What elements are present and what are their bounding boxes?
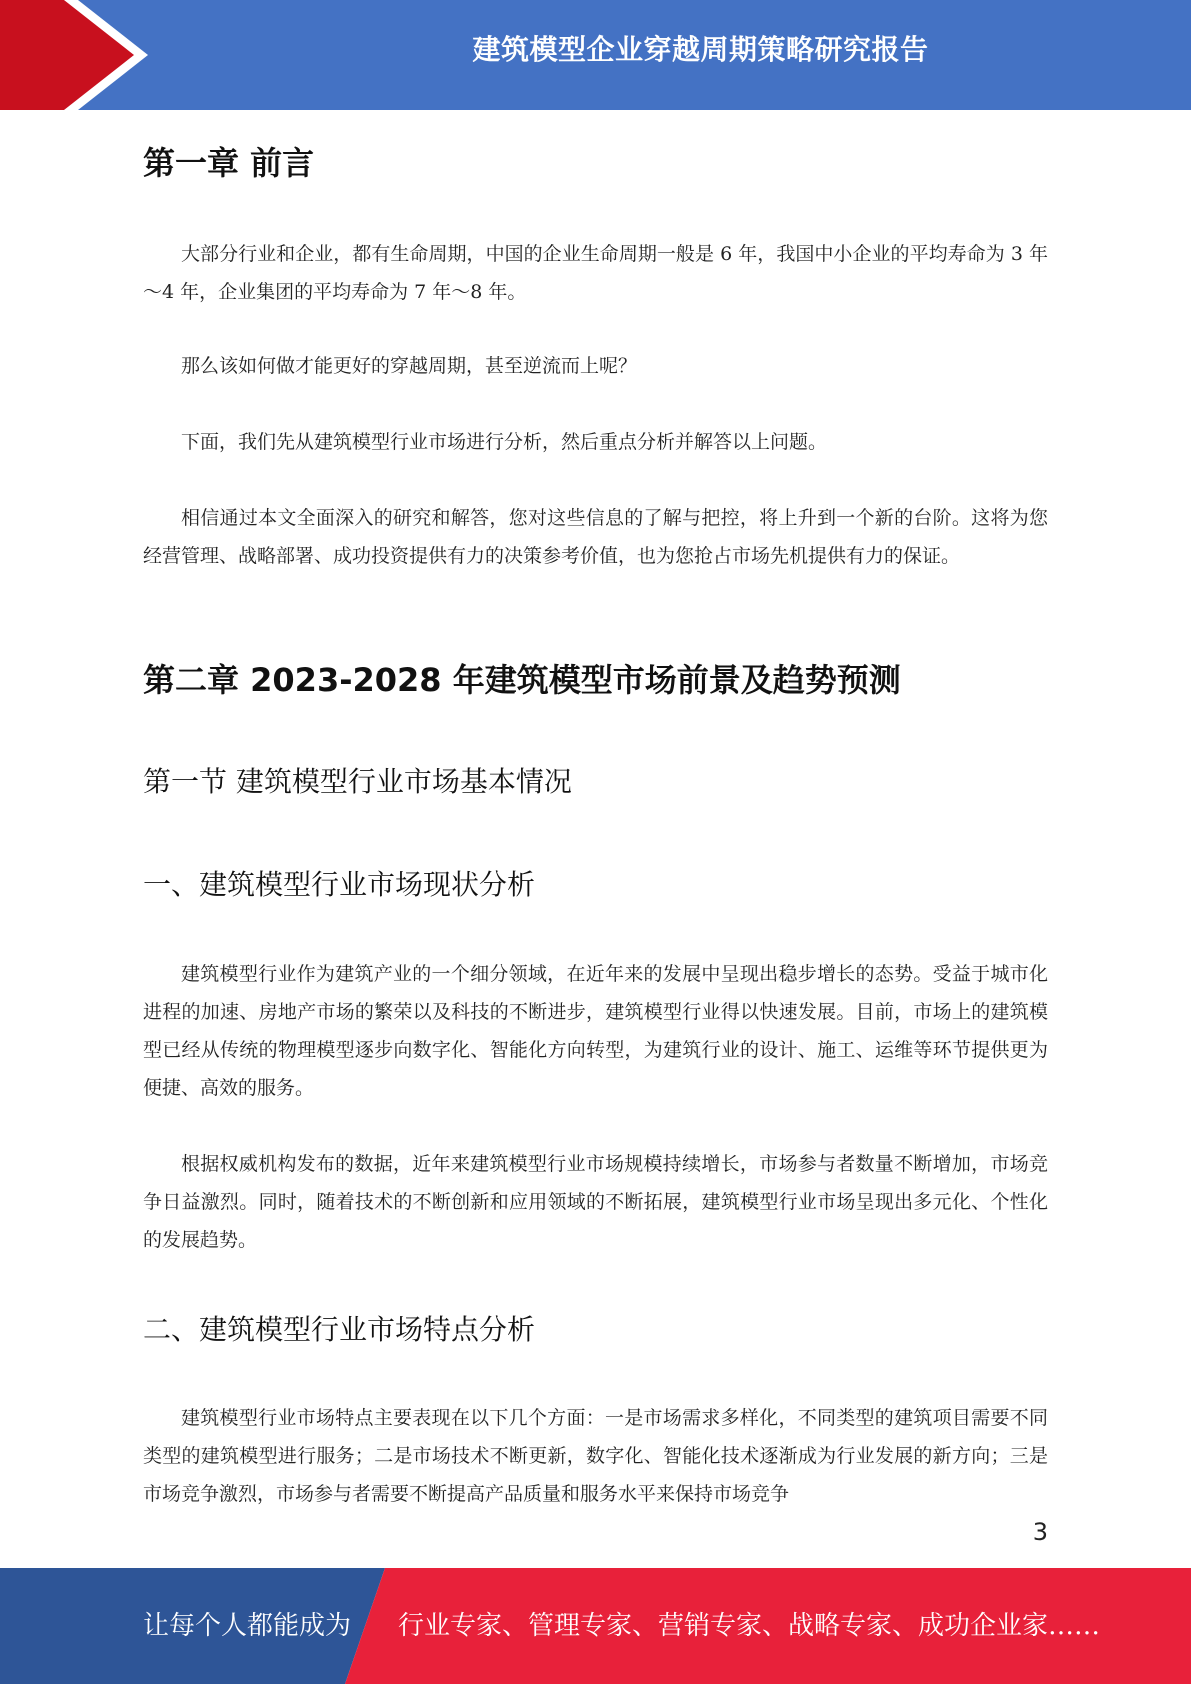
subsection2-heading: 二、建筑模型行业市场特点分析 [143,1313,536,1346]
footer-slogan-right: 行业专家、管理专家、营销专家、战略专家、成功企业家…… [398,1611,1101,1641]
subsection1-paragraph: 根据权威机构发布的数据，近年来建筑模型行业市场规模持续增长，市场参与者数量不断增加，市场竞争日益激烈。同时，随着技术的不断创新和应用领域的不断拓展，建筑模型行业市场呈现出多元化、个性化的发展趋势。 [143,1153,1048,1251]
subsection1-heading: 一、建筑模型行业市场现状分析 [143,868,536,901]
subsection2-paragraph: 建筑模型行业市场特点主要表现在以下几个方面：一是市场需求多样化，不同类型的建筑项目需要不同类型的建筑模型进行服务；二是市场技术不断更新，数字化、智能化技术逐渐成为行业发展的新方向；三是市场竞争激烈，市场参与者需要不断提高产品质量和服务水平来保持市场竞争 [143,1407,1048,1505]
footer-slogan-left: 让每个人都能成为 [143,1611,352,1641]
header-banner [0,0,1191,110]
section1-heading: 第一节 建筑模型行业市场基本情况 [143,765,572,798]
subsection1-paragraph: 建筑模型行业作为建筑产业的一个细分领域，在近年来的发展中呈现出稳步增长的态势。受益于城市化进程的加速、房地产市场的繁荣以及科技的不断进步，建筑模型行业得以快速发展。目前，市场上的建筑模型已经从传统的物理模型逐步向数字化、智能化方向转型，为建筑行业的设计、施工、运维等环节提供更为便捷、高效的服务。 [143,963,1048,1099]
report-title: 建筑模型企业穿越周期策略研究报告 [472,33,929,66]
chapter1-paragraph: 下面，我们先从建筑模型行业市场进行分析，然后重点分析并解答以上问题。 [181,431,828,453]
chapter1-paragraph: 相信通过本文全面深入的研究和解答，您对这些信息的了解与把控，将上升到一个新的台阶。这将为您经营管理、战略部署、成功投资提供有力的决策参考价值，也为您抢占市场先机提供有力的保证。 [143,507,1048,567]
chapter1-paragraph: 大部分行业和企业，都有生命周期，中国的企业生命周期一般是 6 年，我国中小企业的平均寿命为 3 年～4 年，企业集团的平均寿命为 7 年～8 年。 [143,243,1048,303]
footer-banner [0,1568,1191,1684]
chapter2-heading: 第二章 2023-2028 年建筑模型市场前景及趋势预测 [143,661,901,699]
chapter1-heading: 第一章 前言 [143,144,315,182]
chapter1-paragraph: 那么该如何做才能更好的穿越周期，甚至逆流而上呢？ [181,355,638,377]
page-number: 3 [1032,1518,1048,1546]
